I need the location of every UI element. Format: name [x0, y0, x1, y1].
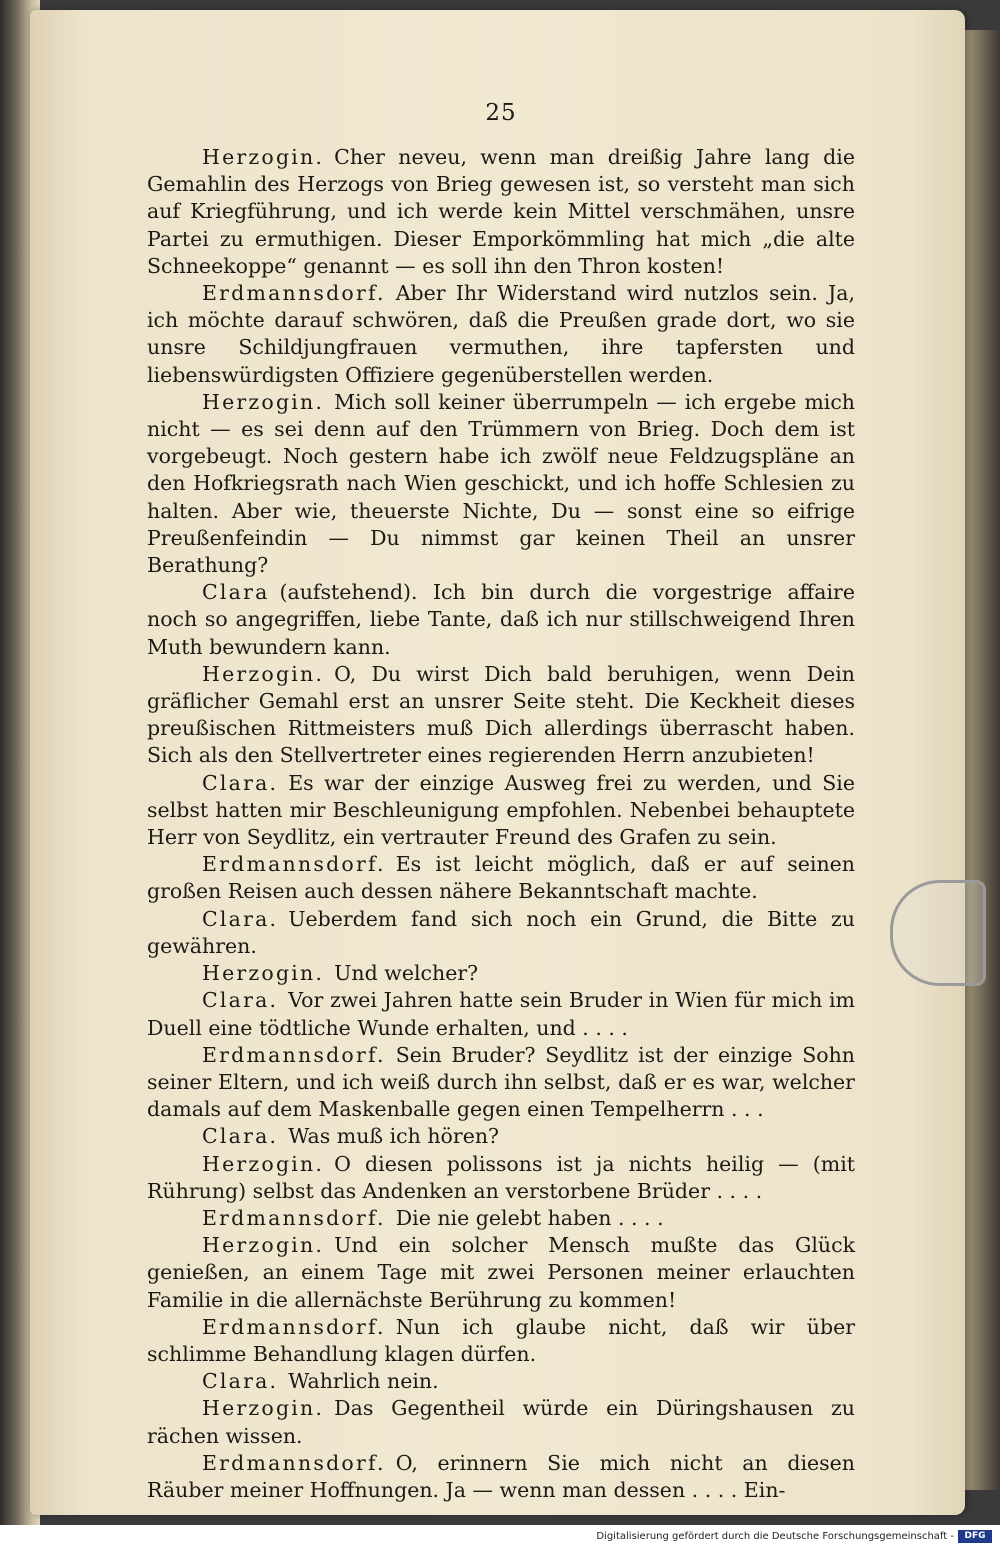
speaker-name: Erdmannsdorf. [202, 1205, 386, 1230]
speaker-name: Herzogin. [202, 1151, 325, 1176]
dialogue-paragraph [147, 579, 855, 661]
speaker-name: Clara. [202, 906, 279, 931]
speech-text: Es war der einzige Ausweg frei zu werden, und Sie selbst hatten mir Beschleunigung empfohlen. Nebenbei behauptete Herr von Seydlitz, ein vertrauter Freund des Grafen zu sein. [147, 770, 855, 850]
speech-text: Wahrlich nein. [288, 1369, 439, 1394]
speaker-name: Herzogin. [202, 1396, 325, 1421]
digitization-footer [0, 1525, 1000, 1550]
speech-text: Cher neveu, wenn man dreißig Jahre lang die Gemahlin des Herzogs von Brieg gewesen ist, so versteht man sich auf Kriegführung, und ich werde kein Mittel verschmähen, unsre Partei zu ermuthigen. Dieser Emporkömmling hat mich „die alte Schneekoppe“ genannt — es soll ihn den Thron kosten! [147, 145, 855, 278]
speaker-name: Erdmannsdorf. [202, 281, 386, 306]
speech-text: (aufstehend). Ich bin durch die vorgestrige affaire noch so angegriffen, liebe Tante, daß ich nur stillschweigend Ihren Muth bewundern kann. [147, 580, 855, 659]
page-text-column [147, 100, 855, 1504]
dialogue-paragraph [147, 1314, 855, 1368]
speech-text: Was muß ich hören? [288, 1124, 500, 1149]
speech-text: Sein Bruder? Seydlitz ist der einzige Sohn seiner Eltern, und ich weiß durch ihn selbst, daß er es war, welcher damals auf dem Maskenballe gegen einen Tempelherrn . . . [147, 1042, 855, 1122]
speaker-name: Herzogin. [202, 389, 325, 414]
dialogue-paragraph [147, 960, 855, 987]
speech-text: Vor zwei Jahren hatte sein Bruder in Wien für mich im Duell eine tödtliche Wunde erhalten, und . . . . [147, 988, 855, 1040]
speaker-name: Clara. [202, 770, 279, 795]
dialogue-paragraph [147, 1232, 855, 1314]
dialogue-paragraph [147, 906, 855, 960]
page-number: 25 [485, 100, 517, 126]
dialogue-paragraph [147, 770, 855, 852]
dialogue-paragraph [147, 1123, 855, 1150]
speech-text: Nun ich glaube nicht, daß wir über schlimme Behandlung klagen dürfen. [147, 1314, 855, 1366]
speaker-name: Erdmannsdorf. [202, 1042, 386, 1067]
dialogue-paragraphs [147, 144, 855, 1504]
dialogue-paragraph [147, 144, 855, 280]
dialogue-paragraph [147, 1151, 855, 1205]
dialogue-paragraph [147, 661, 855, 770]
dialogue-paragraph [147, 389, 855, 579]
dialogue-paragraph [147, 1042, 855, 1124]
speech-text: Das Gegentheil würde ein Düringshausen zu rächen wissen. [147, 1396, 855, 1448]
speech-text: Und welcher? [334, 961, 479, 986]
speech-text: Und ein solcher Mensch mußte das Glück genießen, an einem Tage mit zwei Personen meiner erlauchten Familie in die allernächste Berührung zu kommen! [147, 1233, 855, 1312]
dfg-logo: DFG [958, 1530, 992, 1543]
speech-text: Ueberdem fand sich noch ein Grund, die Bitte zu gewähren. [147, 906, 855, 958]
bookmark-clip [890, 880, 986, 986]
speaker-name: Clara. [202, 1124, 279, 1149]
speaker-name: Herzogin. [202, 661, 325, 686]
dialogue-paragraph [147, 1450, 855, 1504]
dialogue-paragraph [147, 1205, 855, 1232]
speaker-name: Herzogin. [202, 145, 325, 169]
funding-credit: Digitalisierung gefördert durch die Deutsche Forschungsgemeinschaft - [596, 1531, 954, 1542]
speaker-name: Erdmannsdorf. [202, 852, 386, 877]
speaker-name: Clara. [202, 1369, 279, 1394]
speech-text: Mich soll keiner überrumpeln — ich ergebe mich nicht — es sei denn auf den Trümmern von Brieg. Doch dem ist vorgebeugt. Noch gestern habe ich zwölf neue Feldzugspläne an den Hofkriegsrath nach Wien geschickt, und ich hoffe Schlesien zu halten. Aber wie, theuerste Nichte, Du — sonst eine so eifrige Preußenfeindin — Du nimmst gar keinen Theil an unsrer Berathung? [147, 389, 855, 578]
dialogue-paragraph [147, 1368, 855, 1395]
speaker-name: Clara [202, 580, 270, 605]
speech-text: Aber Ihr Widerstand wird nutzlos sein. Ja, ich möchte darauf schwören, daß die Preußen grade dort, wo sie unsre Schildjungfrauen vermuthen, ihre tapfersten und liebenswürdigsten Offiziere gegenüberstellen werden. [147, 281, 855, 387]
speaker-name: Clara. [202, 988, 279, 1013]
speaker-name: Herzogin. [202, 961, 325, 986]
dialogue-paragraph [147, 280, 855, 389]
speaker-name: Herzogin. [202, 1233, 325, 1258]
speech-text: O, Du wirst Dich bald beruhigen, wenn Dein gräflicher Gemahl erst an unsrer Seite steht. Die Keckheit dieses preußischen Rittmeisters muß Dich allerdings überrascht haben. Sich als den Stellvertreter eines regierenden Herrn anzubieten! [147, 661, 855, 768]
speech-text: O diesen polissons ist ja nichts heilig — (mit Rührung) selbst das Andenken an verstorbene Brüder . . . . [147, 1151, 855, 1203]
speech-text: O, erinnern Sie mich nicht an diesen Räuber meiner Hoffnungen. Ja — wenn man dessen . . . . Ein- [147, 1450, 855, 1502]
speaker-name: Erdmannsdorf. [202, 1314, 386, 1339]
speaker-name: Erdmannsdorf. [202, 1450, 386, 1475]
speech-text: Es ist leicht möglich, daß er auf seinen großen Reisen auch dessen nähere Bekanntschaft machte. [147, 852, 855, 904]
dialogue-paragraph [147, 987, 855, 1041]
dialogue-paragraph [147, 1395, 855, 1449]
speech-text: Die nie gelebt haben . . . . [395, 1205, 664, 1230]
dialogue-paragraph [147, 851, 855, 905]
